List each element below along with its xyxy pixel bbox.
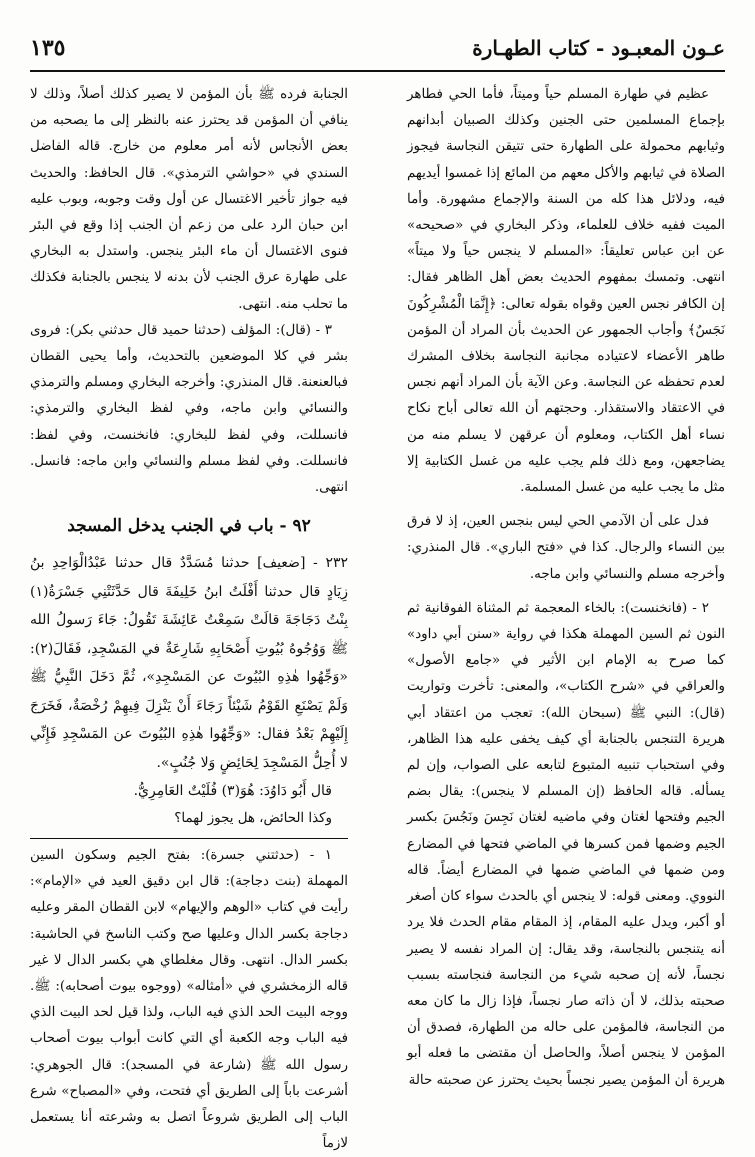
running-title: عـون المعبـود - كتاب الطهـارة <box>472 36 725 60</box>
paragraph: ٣ - (قال): المؤلف (حدثنا حميد قال حدثني بكر): فروى بشر في كلا الموضعين بالتحديث، وأما يحيى القطان فبالعنعنة. قال المنذري: وأخرجه البخاري ومسلم والترمذي والنسائي وابن ماجه، وفي لفظ البخاري والترمذي: فانسللت، وفي لفظ للبخاري: فانخنست، وفي لفظ: فانسللت. وفي لفظ مسلم والنسائي وابن ماجه: فانسل. انتهى. <box>30 322 348 496</box>
hadith-note: قال أَبُو دَاوُدَ: هُوَ(٣) فُلَيْتٌ العَامِرِيُّ. <box>133 783 332 800</box>
right-column <box>407 82 725 1088</box>
hadith-text: ٢٣٢ - [ضعيف] حدثنا مُسَدَّدٌ قال حدثنا عَبْدُالْوَاحِدِ بنُ زِيَادٍ قال حدثنا أَفْلَتُ ابنُ خَلِيفَةَ قال حَدَّثَتْنِي جَسْرَةُ(١) بِنْتُ دَجَاجَةَ قالَتْ سَمِعْتُ عَائِشَةَ تَقُولُ: جَاءَ رَسولُ الله ﷺ وَوُجُوهُ بُيُوتِ أَصْحَابِهِ شَارِعَةٌ في المَسْجِدِ، فَقَالَ(٢): «وَجِّهُوا هٰذِهِ البُيُوتَ عن المَسْجِدِ»، ثُمَّ دَخَلَ النَّبِيُّ ﷺ وَلَمْ يَصْنَعِ القَوْمُ شَيْئاً رَجَاءَ أَنْ يَنْزِلَ فِيهِمْ رُخْصَةٌ، فَخَرَجَ إِلَيْهِمْ بَعْدُ فقال: «وَجِّهُوا هٰذِهِ البُيُوتَ عن المَسْجِدِ فَإِنِّي لا أُحِلُّ المَسْجِدَ لِحَائِضٍ وَلا جُنُبٍ». <box>30 555 348 771</box>
left-column <box>30 82 348 1152</box>
header-rule <box>30 70 725 72</box>
paragraph: فدل على أن الآدمي الحي ليس بنجس العين، إذ لا فرق بين النساء والرجال. كذا في «فتح الباري». قال المنذري: وأخرجه مسلم والنسائي وابن ماجه. <box>407 514 725 582</box>
footnote-rule <box>30 838 348 839</box>
section-heading: ٩٢ - باب في الجنب يدخل المسجد <box>67 516 311 537</box>
commentary: ١ - (حدثتني جسرة): بفتح الجيم وسكون السين المهملة (بنت دجاجة): قال ابن دقيق العيد في «الإمام»: رأيت في كتاب «الوهم والإيهام» لابن القطان المقر وعليه دجاجة بكسر الدال وعليها صح وكتب الناسخ في الحاشية: بكسر الدال. انتهى. وقال مغلطاي هي بكسر الدال لا غير قاله الزمخشري في «أمثاله» (ووجوه بيوت أصحابه): ﷺ. ووجه البيت الحد الذي فيه الباب، ولذا قيل لحد البيت الذي فيه الباب وجه الكعبة أي التي كانت أبواب بيوت أصحاب رسول الله ﷺ (شارعة في المسجد): قال الجوهري: أشرعت باباً إلى الطريق أي فتحت، وفي «المصباح» شرع الباب إلى الطريق شروعاً اتصل به وشرعته أنا يستعمل لازماً <box>30 847 348 1152</box>
question-line: وكذا الحائض، هل يجوز لهما؟ <box>174 810 332 826</box>
page-number: ١٣٥ <box>30 35 66 61</box>
paragraph: ٢ - (فانخنست): بالخاء المعجمة ثم المثناة الفوقانية ثم النون ثم السين المهملة هكذا في رواية «سنن أبي داود» كما صرح به الإمام ابن الأثير في «جامع الأصول» والعراقي في «شرح الكتاب»، والمعنى: تأخرت وتواريت (قال): النبي ﷺ (سبحان الله): تعجب من اعتقاد أبي هريرة التنجس بالجنابة أي كيف يخفى عليه هذا الظاهر، وفي استحباب تنبيه المتبوع لتابعه على الصواب، وإن لم يسأله. قاله الحافظ (إن المسلم لا ينجس): يقال بضم الجيم وفتحها لغتان وفي ماضيه لغتان نَجِسَ ونَجُسَ بكسر الجيم وضمها فمن كسرها في الماضي فتحها في المضارع ومن ضمها في الماضي ضمها في المضارع أيضاً. قاله النووي. ومعنى قوله: لا ينجس أي بالحدث سواء كان أصغر أو أكبر، ويدل عليه المقام، إذ المقام مقام الحدث فلا يرد أنه يتنجس بالنجاسة، وقد يقال: إن المراد نفسه لا يصير نجساً، لأنه إن صحبه شيء من النجاسة فنجاسته بسبب صحبته بذلك، لا أن ذاته صار نجساً، فإذا زال ما كان معه من النجاسة، فالمؤمن على حاله من الطهارة، فصدق أن المؤمن لا ينجس أصلاً، والحاصل أن مقتضى ما فعله أبو هريرة أن المؤمن يصير نجساً بحيث يحترز عن صحبته حالة <box>407 600 725 1088</box>
page-header <box>30 28 725 68</box>
paragraph: عظيم في طهارة المسلم حياً وميتاً، فأما الحي فطاهر بإجماع المسلمين حتى الجنين وكذلك الصبيان أبدانهم وثيابهم محمولة على الطهارة حتى تتيقن النجاسة فيجوز الصلاة في ثيابهم والأكل معهم من المائع إذا غمسوا أيديهم فيه، ودلائل هذا كله من السنة والإجماع مشهورة. وأما الميت ففيه خلاف للعلماء، وذكر البخاري في «صحيحه» عن ابن عباس تعليقاً: «المسلم لا ينجس حياً ولا ميتاً» انتهى. وتمسك بمفهوم الحديث بعض أهل الظاهر فقال: إن الكافر نجس العين وقواه بقوله تعالى: ﴿إِنَّمَا الْمُشْرِكُونَ نَجَسٌ﴾ وأجاب الجمهور عن الحديث بأن المراد أن المؤمن طاهر الأعضاء لاعتياده مجانبة النجاسة بخلاف المشرك لعدم تحفظه عن النجاسة. وعن الآية بأن المراد أنهم نجس في الاعتقاد والاستقذار. وحجتهم أن الله تعالى أباح نكاح نساء أهل الكتاب، ومعلوم أن عرقهن لا يسلم منه من يضاجعهن، ومع ذلك فلم يجب عليه من غسل الكتابية إلا مثل ما يجب عليه من غسل المسلمة. <box>407 87 725 496</box>
paragraph: الجنابة فرده ﷺ بأن المؤمن لا يصير كذلك أصلاً، وذلك لا ينافي أن المؤمن قد يحترز عنه بالنظر إلى ما يصحبه من بعض الأنجاس لأنه أمر معلوم من خارج. قاله الفاضل السندي في «حواشي الترمذي». قال الحافظ: والحديث فيه جواز تأخير الاغتسال عن أول وقت وجوبه، وبوب عليه ابن حبان الرد على من زعم أن الجنب إذا وقع في البئر فنوى الاغتسال أن ماء البئر ينجس. واستدل به البخاري على طهارة عرق الجنب لأن بدنه لا ينجس بالجنابة فكذلك ما تحلب منه. انتهى. <box>30 87 348 312</box>
